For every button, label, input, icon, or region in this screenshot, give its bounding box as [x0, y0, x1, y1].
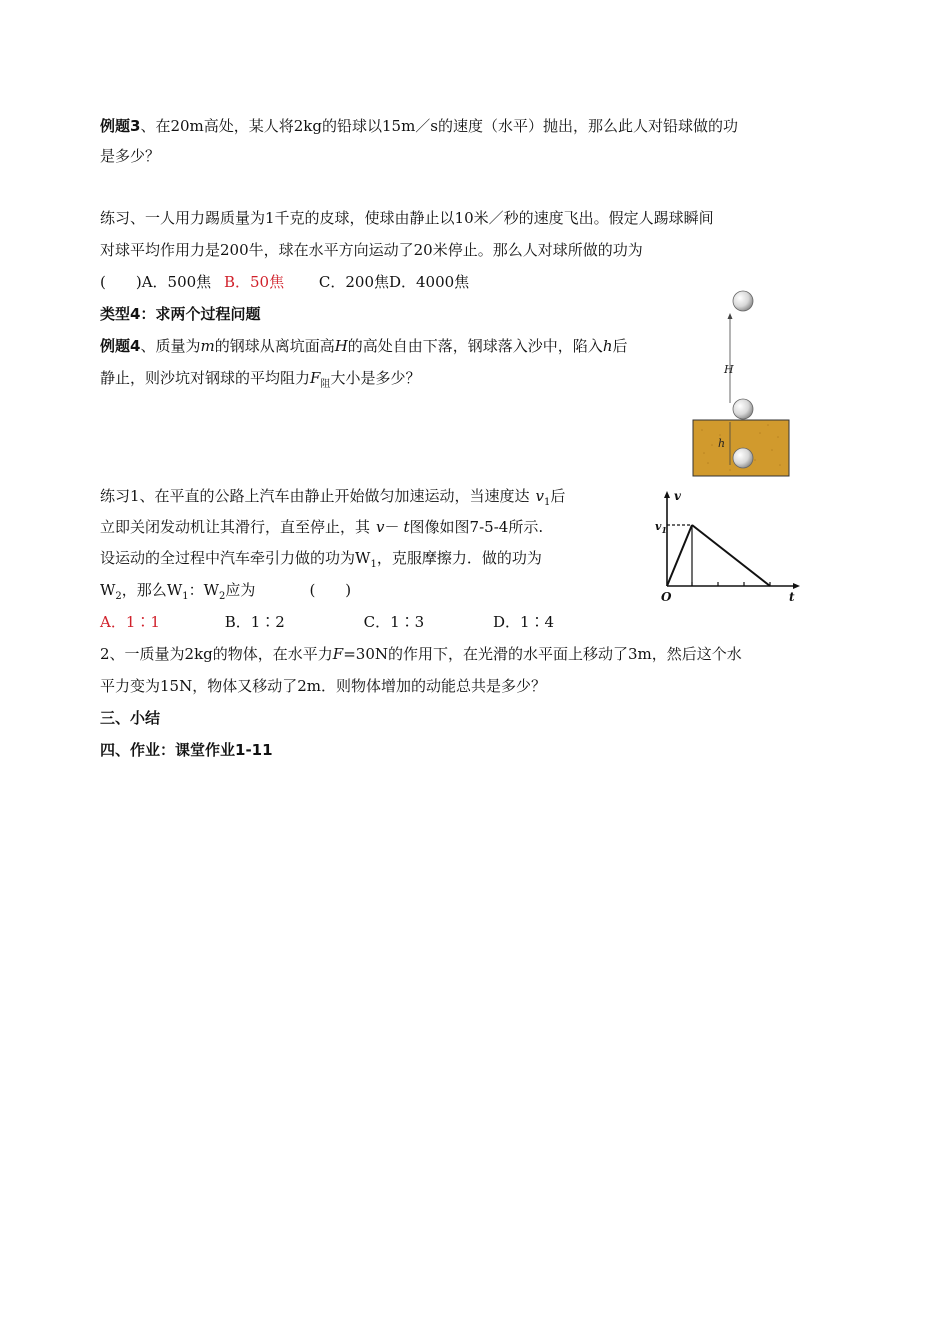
example3-line1: 例题3、在20m高处，某人将2kg的铅球以15m／s的速度（水平）抛出，那么此人对铅球做的功 — [100, 117, 738, 135]
p1-option-a: A．1∶1 — [100, 613, 160, 631]
p1-line3: 设运动的全过程中汽车牵引力做的功为$W_1$，克服摩擦力．做的功为 — [100, 549, 542, 570]
p1-option-d: D．1∶4 — [492, 613, 555, 631]
summary-heading: 三、小结 — [100, 709, 161, 727]
p1-line4: $W_2$，那么$W_1$：$W_2$应为 ( ) — [100, 581, 352, 602]
practice-options: ( )A．500焦 B．50焦 C．200焦D．4000焦 — [100, 273, 470, 291]
option-d: D．4000焦 — [388, 273, 470, 291]
p1-option-b: B．1∶2 — [224, 613, 285, 631]
origin-label: O — [661, 590, 672, 604]
p1-options — [100, 612, 554, 632]
falling-ball-figure — [690, 285, 800, 480]
example3-label: 例题3 — [100, 117, 141, 135]
vt-graph-figure — [655, 487, 805, 605]
example3-line2: 是多少？ — [100, 147, 161, 165]
homework-heading: 四、作业：课堂作业1-11 — [100, 741, 273, 759]
example4-line2: 静止，则沙坑对钢球的平均阻力$F_阻$大小是多少？ — [100, 369, 421, 390]
example4-line1: 例题4、质量为m的钢球从离坑面高H的高处自由下落，钢球落入沙中，陷入h后 — [100, 337, 628, 355]
ball-surface — [733, 399, 753, 419]
p2-line2: 平力变为15N，物体又移动了2m．则物体增加的动能总共是多少？ — [100, 677, 546, 695]
height-arrow-top — [728, 313, 733, 319]
v-axis-arrow — [664, 491, 670, 498]
option-c: C．200焦 — [318, 273, 389, 291]
ball-bottom — [733, 448, 753, 468]
t-axis-arrow — [793, 583, 800, 589]
type4-heading: 类型4：求两个过程问题 — [100, 305, 261, 323]
p2-line1: 2、一质量为2kg的物体，在水平力F=30N的作用下，在光滑的水平面上移动了3m，然后这个水 — [100, 645, 742, 663]
v1-label: $v_1$ — [655, 520, 667, 535]
p1-line2: 立即关闭发动机让其滑行，直至停止，其 v－ t图像如图7-5-4所示. — [100, 518, 544, 536]
accel-segment — [667, 525, 692, 586]
label-H: H — [724, 363, 734, 376]
axis-t-label: t — [789, 590, 795, 604]
example4-label: 例题4 — [100, 337, 141, 355]
p1-line1: 练习1、在平直的公路上汽车由静止开始做匀加速运动，当速度达 $v_1$后 — [100, 487, 566, 508]
option-b: B．50焦 — [223, 273, 285, 291]
decel-segment — [692, 525, 770, 586]
axis-v-label: v — [674, 489, 681, 503]
p1-option-c: C．1∶3 — [363, 613, 425, 631]
practice-line1: 练习、一人用力踢质量为1千克的皮球，使球由静止以10米／秒的速度飞出。假定人踢球瞬间 — [100, 209, 714, 227]
ball-top — [733, 291, 753, 311]
option-a: A．500焦 — [141, 273, 212, 291]
label-h: h — [718, 437, 726, 450]
practice-line2: 对球平均作用力是200牛，球在水平方向运动了20米停止。那么人对球所做的功为 — [100, 241, 643, 259]
